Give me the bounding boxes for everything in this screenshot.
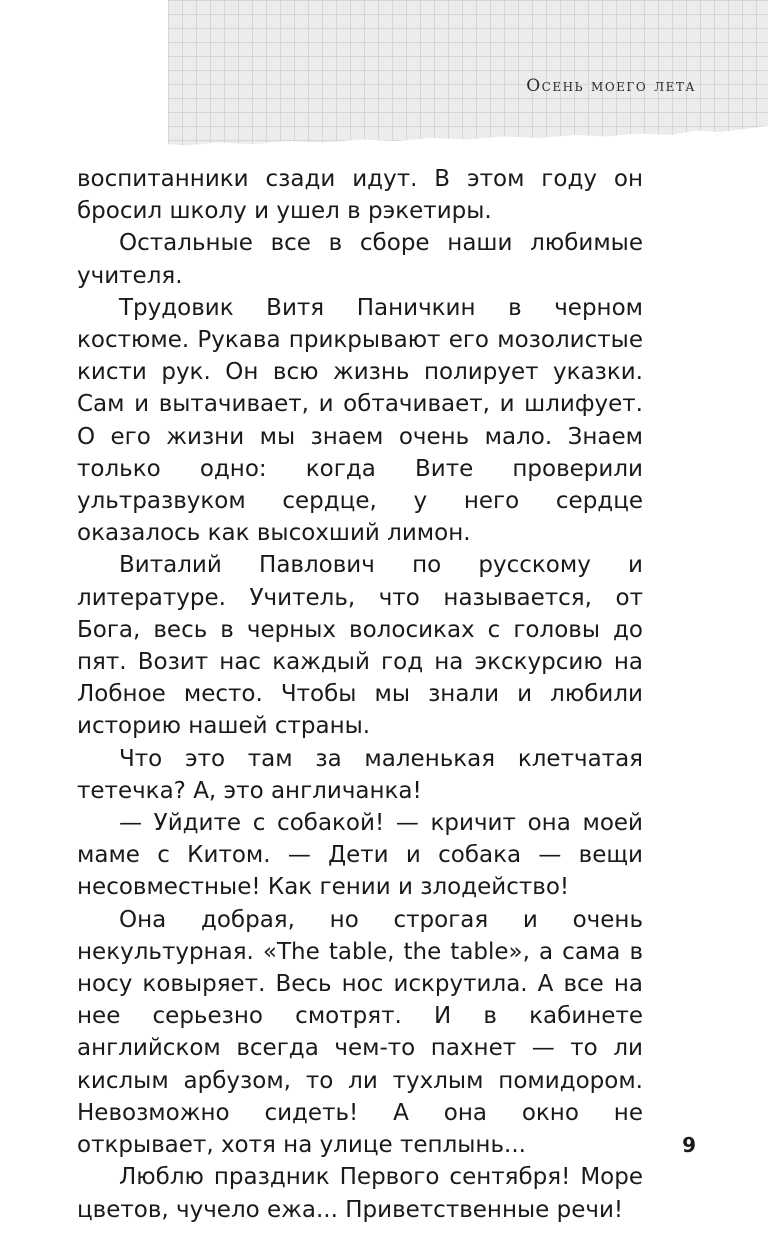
graph-paper-header-decoration [168,0,768,150]
paragraph: Виталий Павлович по русскому и литературе. Учитель, что называется, от Бога, весь в черных волосиках с головы до пят. Возит нас каждый год на экскурсию на Лобное место. Чтобы мы знали и любили историю нашей страны. [77,552,643,740]
paragraph: — Уйдите с собакой! — кричит она моей маме с Китом. — Дети и собака — вещи несовместные! Как гении и злодейство! [77,810,643,901]
paragraph: Остальные все в сборе наши любимые учителя. [77,230,643,289]
paragraph: Она добрая, но строгая и очень некультурная. «The table, the table», а сама в носу ковыряет. Весь нос искрутила. А все на нее серьезно смотрят. И в кабинете английском всегда чем-то пахнет — то ли кислым арбузом, то ли тухлым помидором. Невозможно сидеть! А она окно не открывает, хотя на улице теплынь... [77,906,643,1159]
paragraph: воспитанники сзади идут. В этом году он бросил школу и ушел в рэкетиры. [77,166,643,225]
page-text [77,163,643,1226]
paragraph: Люблю праздник Первого сентября! Море цветов, чучело ежа... Приветственные речи! [77,1164,643,1223]
page-number: 9 [682,1133,696,1157]
paragraph: Трудовик Витя Паничкин в черном костюме. Рукава прикрывают его мозолистые кисти рук. Он всю жизнь полирует указки. Сам и вытачивает, и обтачивает, и шлифует. О его жизни мы знаем очень мало. Знаем только одно: когда Вите проверили ультразвуком сердце, у него сердце оказалось как высохший лимон. [77,294,643,547]
paragraph: Что это там за маленькая клетчатая тетечка? А, это англичанка! [77,745,643,804]
running-head-title: Осень моего лета [526,76,696,96]
